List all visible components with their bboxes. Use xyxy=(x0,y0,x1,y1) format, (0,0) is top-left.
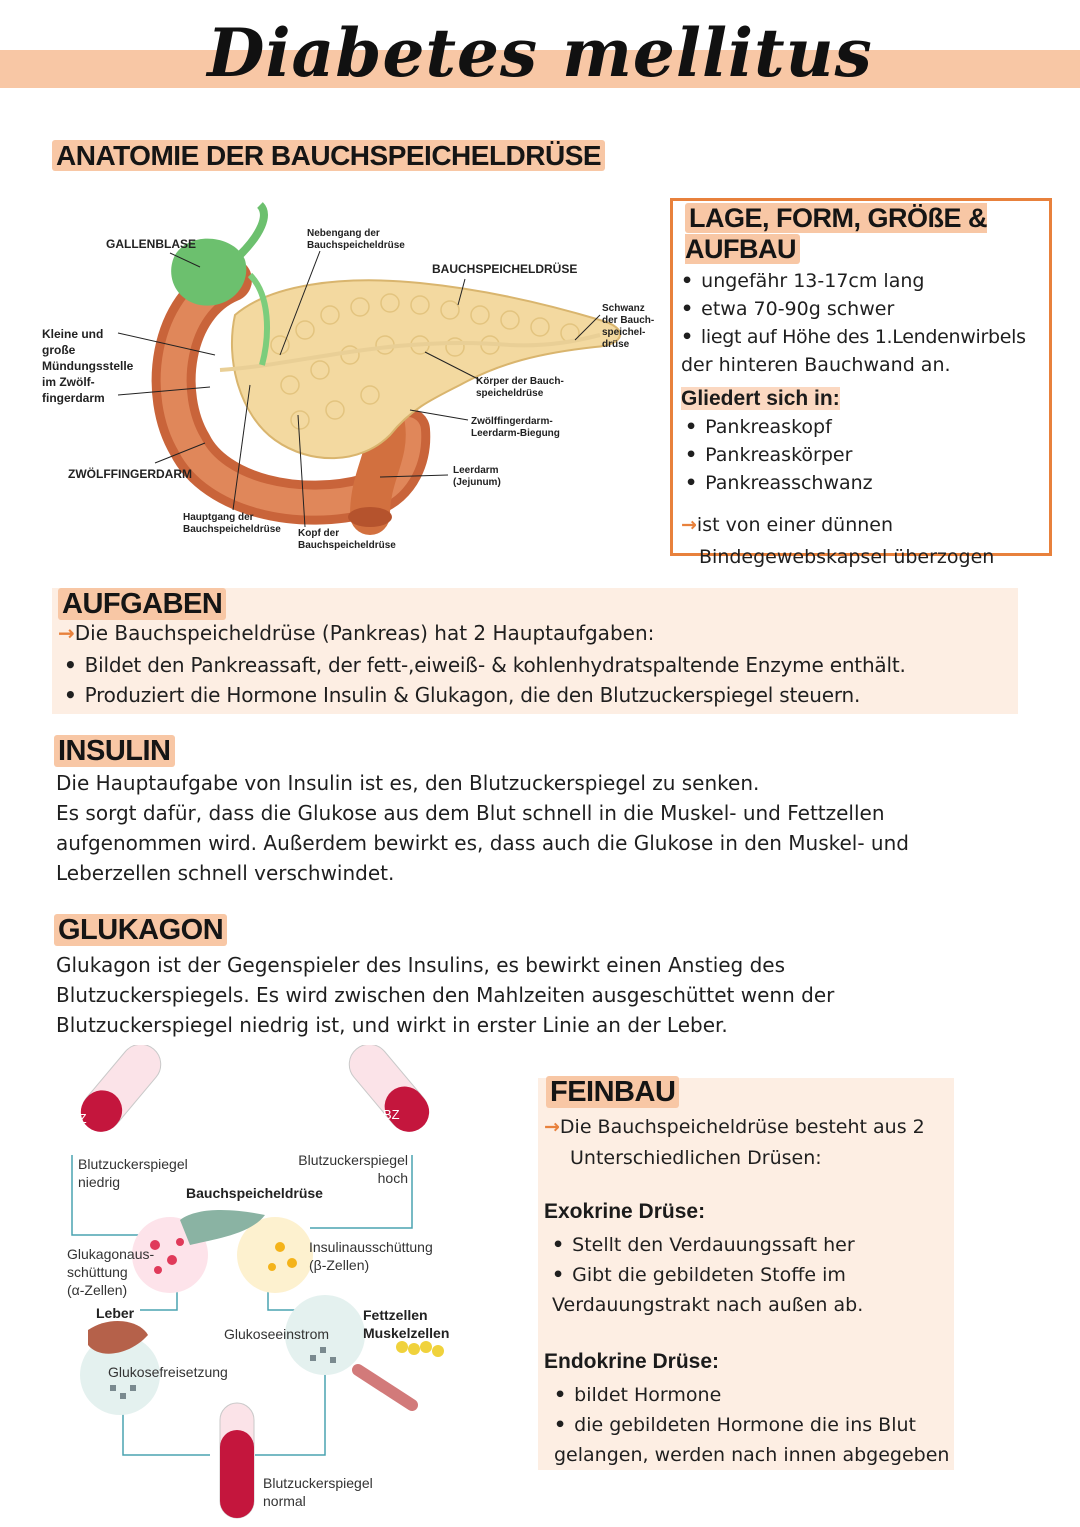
tasks-intro: →Die Bauchspeicheldrüse (Pankreas) hat 2 Hauptaufgaben: xyxy=(58,621,655,645)
page-title: Diabetes mellitus xyxy=(207,14,873,92)
lage-item: • etwa 70-90g schwer xyxy=(681,295,1049,323)
task-item: • Bildet den Pankreassaft, der fett-,eiweiß- & kohlenhydratspaltende Enzyme enthält. xyxy=(64,650,906,680)
label-glukoseeinstrom: Glukoseeinstrom xyxy=(224,1326,330,1342)
lage-item: • ungefähr 13-17cm lang xyxy=(681,267,1049,295)
task-item: • Produziert die Hormone Insulin & Glukagon, die den Blutzuckerspiegel steuern. xyxy=(64,680,906,710)
insulin-text: Die Hauptaufgabe von Insulin ist es, den Blutzuckerspiegel zu senken. Es sorgt dafür, dass die Glukose aus dem Blut schnell in die Muskel- und Fettzellen aufgenommen wird. Außerdem bewirkt es, dass auch die Glukose in den Muskel- und Leberzellen schnell verschwindet. xyxy=(56,771,909,885)
feinbau-intro: →Die Bauchspeicheldrüse besteht aus 2 Unterschiedlichen Drüsen: xyxy=(544,1116,925,1169)
lage-part: • Pankreaskopf xyxy=(685,413,1049,441)
exo-item: • Gibt die gebildeten Stoffe im xyxy=(552,1260,863,1290)
label-glukosefreisetzung: Glukosefreisetzung xyxy=(108,1364,228,1380)
glukagon-heading: GLUKAGON xyxy=(48,914,233,947)
label-fett-muskel: Fettzellen Muskelzellen xyxy=(363,1307,450,1341)
exo-title: Exokrine Drüse: xyxy=(544,1200,706,1223)
lage-cont: der hinteren Bauchwand an. xyxy=(681,354,951,376)
feinbau-heading: FEINBAU xyxy=(540,1076,685,1109)
lage-part: • Pankreaskörper xyxy=(685,441,1049,469)
lage-list xyxy=(681,267,1049,351)
bz-high-badge: BZ xyxy=(383,1107,400,1122)
tasks-list xyxy=(64,650,906,710)
label-bz-normal: Blutzuckerspiegel normal xyxy=(263,1475,373,1509)
bz-low-badge: BZ xyxy=(70,1111,87,1126)
label-bz-hoch: Blutzuckerspiegel hoch xyxy=(298,1152,408,1186)
label-insulinausschuettung: Insulinausschüttung (β-Zellen) xyxy=(309,1239,433,1273)
label-glukagonausschuettung: Glukagonaus- schüttung (α-Zellen) xyxy=(67,1246,155,1298)
endo-text: • bildet Hormone • die gebildeten Hormone die ins Blut gelangen, werden nach innen abgegeben xyxy=(554,1380,949,1470)
lage-item: • liegt auf Höhe des 1.Lendenwirbels xyxy=(681,323,1049,351)
label-bz-niedrig: Blutzuckerspiegel niedrig xyxy=(78,1156,188,1190)
label-bauchspeicheldruese: BAUCHSPEICHELDRÜSE xyxy=(432,262,578,276)
label-biegung: Zwölffingerdarm- Leerdarm-Biegung xyxy=(471,416,560,439)
label-hauptgang: Hauptgang der Bauchspeicheldrüse xyxy=(183,512,281,535)
label-diagram-bsd: Bauchspeicheldrüse xyxy=(186,1185,323,1201)
exo-item: • Stellt den Verdauungssaft her xyxy=(552,1230,863,1260)
endo-item: • die gebildeten Hormone die ins Blut xyxy=(554,1410,949,1440)
tasks-heading: AUFGABEN xyxy=(52,588,232,621)
label-koerper: Körper der Bauch- speicheldrüse xyxy=(476,376,564,399)
label-kopf: Kopf der Bauchspeicheldrüse xyxy=(298,528,396,551)
lage-note: →ist von einer dünnen xyxy=(681,514,894,536)
lage-heading: LAGE, FORM, GRÖßE & AUFBAU xyxy=(685,203,987,264)
label-gallenblase: GALLENBLASE xyxy=(106,237,196,251)
label-leerdarm: Leerdarm (Jejunum) xyxy=(453,465,501,488)
lage-sub: Gliedert sich in: xyxy=(681,387,840,410)
endo-item: • bildet Hormone xyxy=(554,1380,949,1410)
anatomy-heading: ANATOMIE DER BAUCHSPEICHELDRÜSE xyxy=(46,140,611,172)
label-muendungsstelle: Kleine und große Mündungsstelle im Zwölf- fingerdarm xyxy=(42,327,134,405)
lage-part: • Pankreasschwanz xyxy=(685,469,1049,497)
label-schwanz: Schwanz der Bauch- speichel- drüse xyxy=(602,303,655,350)
label-leber: Leber xyxy=(96,1305,135,1321)
label-nebengang: Nebengang der Bauchspeicheldrüse xyxy=(307,228,405,251)
lage-note-cont: Bindegewebskapsel überzogen xyxy=(699,546,995,568)
lage-box xyxy=(670,198,1052,568)
insulin-heading: INSULIN xyxy=(48,735,181,768)
label-zwoelffingerdarm: ZWÖLFFINGERDARM xyxy=(68,467,192,481)
exo-text: • Stellt den Verdauungssaft her • Gibt die gebildeten Stoffe im Verdauungstrakt nach außen ab. xyxy=(552,1230,863,1320)
glukagon-text: Glukagon ist der Gegenspieler des Insulins, es bewirkt einen Anstieg des Blutzuckerspiegels. Es wird zwischen den Mahlzeiten ausgeschüttet wenn der Blutzuckerspiegel niedrig ist, und wirkt in erster Linie an der Leber. xyxy=(56,953,835,1037)
lage-parts xyxy=(681,413,1049,497)
endo-title: Endokrine Drüse: xyxy=(544,1350,720,1373)
